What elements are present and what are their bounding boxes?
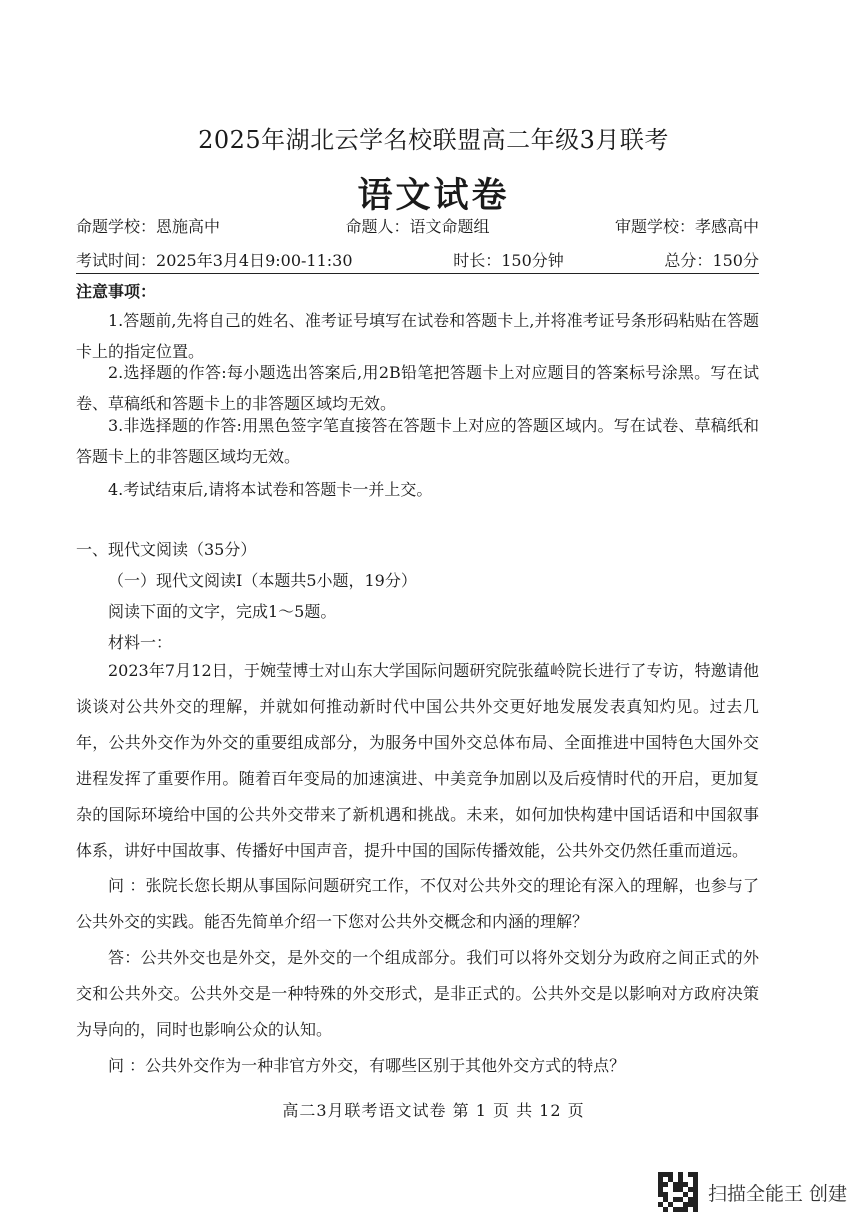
total-score: 总分：150分: [664, 251, 759, 270]
body-paragraph: 答：公共外交也是外交，是外交的一个组成部分。我们可以将外交划分为政府之间正式的外交和公共外交。公共外交是一种特殊的外交形式，是非正式的。公共外交是以影响对方政府决策为导向的，同时也影响公众的认知。: [76, 948, 759, 1039]
page-footer: 高二3月联考语文试卷 第 1 页 共 12 页: [282, 1101, 585, 1120]
notice-item: 1.答题前,先将自己的姓名、准考证号填写在试卷和答题卡上,并将准考证号条形码粘贴在答题卡上的指定位置。: [76, 311, 759, 361]
body-paragraph: 2023年7月12日，于婉莹博士对山东大学国际问题研究院张蕴岭院长进行了专访，特邀请他谈谈对公共外交的理解，并就如何推动新时代中国公共外交更好地发展发表真知灼见。过去几年，公共外交作为外交的重要组成部分，为服务中国外交总体布局、全面推进中国特色大国外交进程发挥了重要作用。随着百年变局的加速演进、中美竞争加剧以及后疫情时代的开启，更加复杂的国际环境给中国的公共外交带来了新机遇和挑战。未来，如何加快构建中国话语和中国叙事体系，讲好中国故事、传播好中国声音，提升中国的国际传播效能，公共外交仍然任重而道远。: [76, 661, 759, 860]
body-paragraph: 问 ：公共外交作为一种非官方外交，有哪些区别于其他外交方式的特点？: [108, 1056, 626, 1075]
notice-item: 2.选择题的作答:每小题选出答案后,用2B铅笔把答题卡上对应题目的答案标号涂黑。写在试卷、草稿纸和答题卡上的非答题区域均无效。: [76, 363, 759, 413]
notice-item: 3.非选择题的作答:用黑色签字笔直接答在答题卡上对应的答题区域内。写在试卷、草稿纸和答题卡上的非答题区域均无效。: [76, 416, 759, 466]
exam-info-row-1: [76, 214, 759, 237]
body-paragraph: 问 ：张院长您长期从事国际问题研究工作，不仅对公共外交的理论有深入的理解，也参与了公共外交的实践。能否先简单介绍一下您对公共外交概念和内涵的理解？: [76, 876, 759, 931]
section-title: 一、现代文阅读（35分）: [76, 540, 257, 559]
exam-duration: 时长：150分钟: [453, 251, 564, 270]
setter: 命题人：语文命题组: [345, 217, 490, 236]
setting-school: 命题学校：恩施高中: [76, 217, 221, 236]
scanner-watermark: [658, 1172, 847, 1212]
notice-heading: 注意事项：: [76, 282, 157, 301]
exam-title: 2025年湖北云学名校联盟高二年级3月联考: [198, 126, 669, 154]
notice-item: 4.考试结束后,请将本试卷和答题卡一并上交。: [108, 480, 433, 499]
section-subtitle: （一）现代文阅读Ⅰ（本题共5小题，19分）: [108, 571, 417, 590]
exam-info-row-2: [76, 248, 759, 274]
reading-instruction: 阅读下面的文字，完成1～5题。: [108, 602, 337, 621]
material-label: 材料一：: [108, 633, 173, 652]
qr-code-icon: [658, 1172, 698, 1212]
watermark-text: 扫描全能王 创建: [707, 1182, 847, 1205]
paper-title: 语文试卷: [357, 175, 510, 216]
review-school: 审题学校：孝感高中: [614, 217, 759, 236]
exam-time: 考试时间：2025年3月4日9:00-11:30: [76, 251, 353, 270]
